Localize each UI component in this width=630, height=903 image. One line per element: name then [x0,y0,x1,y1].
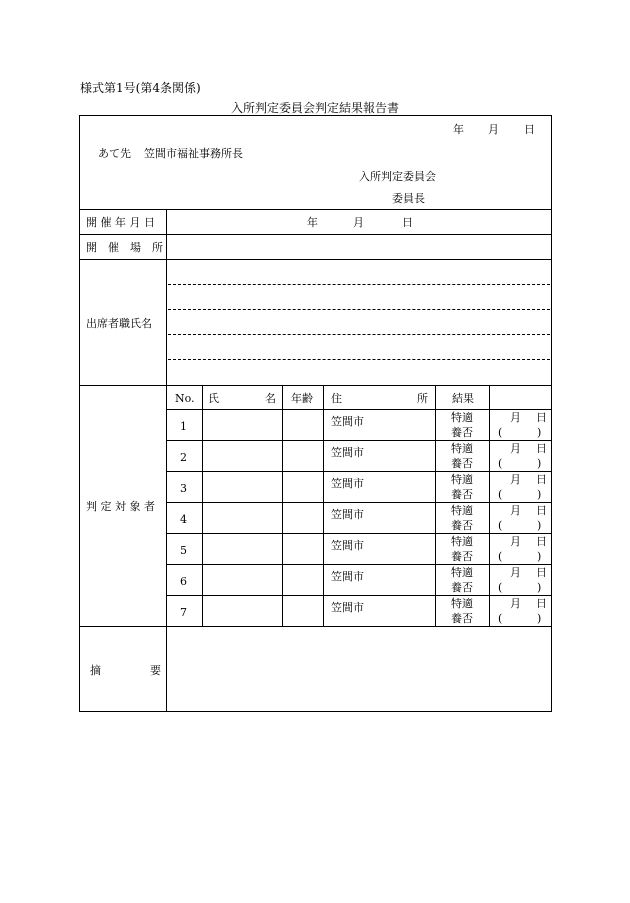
row-no: 2 [180,451,187,464]
col-header-address-2: 所 [417,392,428,405]
row-divider [166,409,551,410]
report-form [79,115,552,712]
row-address: 笠間市 [331,601,364,614]
row-result-1: 特適 [451,442,473,455]
row-paren-open: ( [498,612,503,625]
row-month: 月 [510,535,521,548]
row-divider [166,502,551,503]
row-result-1: 特適 [451,597,473,610]
row-address: 笠間市 [331,539,364,552]
row-paren-open: ( [498,457,503,470]
addressee: 笠間市福祉事務所長 [144,147,243,160]
col-divider [435,385,436,626]
addressee-label: あて先 [98,147,131,160]
row-day: 日 [536,411,547,424]
divider [80,234,551,235]
row-no: 7 [180,606,187,619]
subjects-label: 判 定 対 象 者 [86,500,155,513]
col-divider [282,385,283,626]
col-divider [202,385,203,626]
row-paren-close: ) [537,550,542,563]
col-divider [489,385,490,626]
col-header-age: 年齢 [291,392,313,405]
label-column-divider [166,209,167,712]
row-paren-open: ( [498,581,503,594]
row-paren-close: ) [537,581,542,594]
row-paren-open: ( [498,550,503,563]
row-divider [166,440,551,441]
row-month: 月 [510,504,521,517]
attendee-line [168,309,550,310]
row-address: 笠間市 [331,570,364,583]
header-month: 月 [488,123,499,136]
row-month: 月 [510,566,521,579]
meeting-date-label: 開 催 年 月 日 [86,216,155,229]
row-paren-open: ( [498,488,503,501]
row-divider [166,533,551,534]
divider [80,259,551,260]
row-result-2: 養否 [451,426,473,439]
row-paren-close: ) [537,519,542,532]
row-no: 5 [180,544,187,557]
row-result-2: 養否 [451,550,473,563]
row-paren-close: ) [537,488,542,501]
form-id: 様式第1号(第4条関係) [80,81,201,95]
row-address: 笠間市 [331,477,364,490]
divider [80,209,551,210]
attendee-line [168,359,550,360]
row-month: 月 [510,442,521,455]
divider [80,626,551,627]
row-month: 月 [510,473,521,486]
row-result-2: 養否 [451,488,473,501]
col-header-name-1: 氏 [208,392,219,405]
row-result-2: 養否 [451,457,473,470]
row-day: 日 [536,473,547,486]
col-header-result: 結果 [452,392,474,405]
row-result-2: 養否 [451,612,473,625]
meeting-date-day: 日 [402,216,413,229]
row-divider [166,471,551,472]
col-header-address-1: 住 [331,392,342,405]
row-month: 月 [510,411,521,424]
summary-label-2: 要 [150,664,161,677]
meeting-date-month: 月 [353,216,364,229]
row-address: 笠間市 [331,508,364,521]
row-day: 日 [536,504,547,517]
document-title: 入所判定委員会判定結果報告書 [230,101,399,115]
meeting-date-year: 年 [307,216,318,229]
row-day: 日 [536,597,547,610]
row-result-2: 養否 [451,581,473,594]
col-divider [323,385,324,626]
header-year: 年 [453,123,464,136]
row-no: 4 [180,513,187,526]
row-result-1: 特適 [451,411,473,424]
header-day: 日 [524,123,535,136]
row-no: 6 [180,575,187,588]
row-day: 日 [536,566,547,579]
row-month: 月 [510,597,521,610]
attendee-line [168,334,550,335]
attendee-line [168,284,550,285]
row-result-2: 養否 [451,519,473,532]
divider [80,385,551,386]
venue-label: 開 催 場 所 [86,241,163,254]
row-paren-open: ( [498,519,503,532]
row-no: 1 [180,420,187,433]
row-paren-close: ) [537,612,542,625]
row-paren-close: ) [537,457,542,470]
row-divider [166,595,551,596]
committee-chair: 委員長 [392,192,425,205]
row-divider [166,564,551,565]
row-result-1: 特適 [451,504,473,517]
col-header-no: No. [175,392,195,405]
row-day: 日 [536,442,547,455]
col-header-name-2: 名 [265,392,276,405]
row-paren-close: ) [537,426,542,439]
row-paren-open: ( [498,426,503,439]
row-result-1: 特適 [451,566,473,579]
row-day: 日 [536,535,547,548]
row-result-1: 特適 [451,535,473,548]
row-result-1: 特適 [451,473,473,486]
summary-label-1: 摘 [90,664,101,677]
row-address: 笠間市 [331,446,364,459]
attendees-label: 出席者職氏名 [86,317,152,330]
committee-name: 入所判定委員会 [359,170,436,183]
row-no: 3 [180,482,187,495]
row-address: 笠間市 [331,415,364,428]
